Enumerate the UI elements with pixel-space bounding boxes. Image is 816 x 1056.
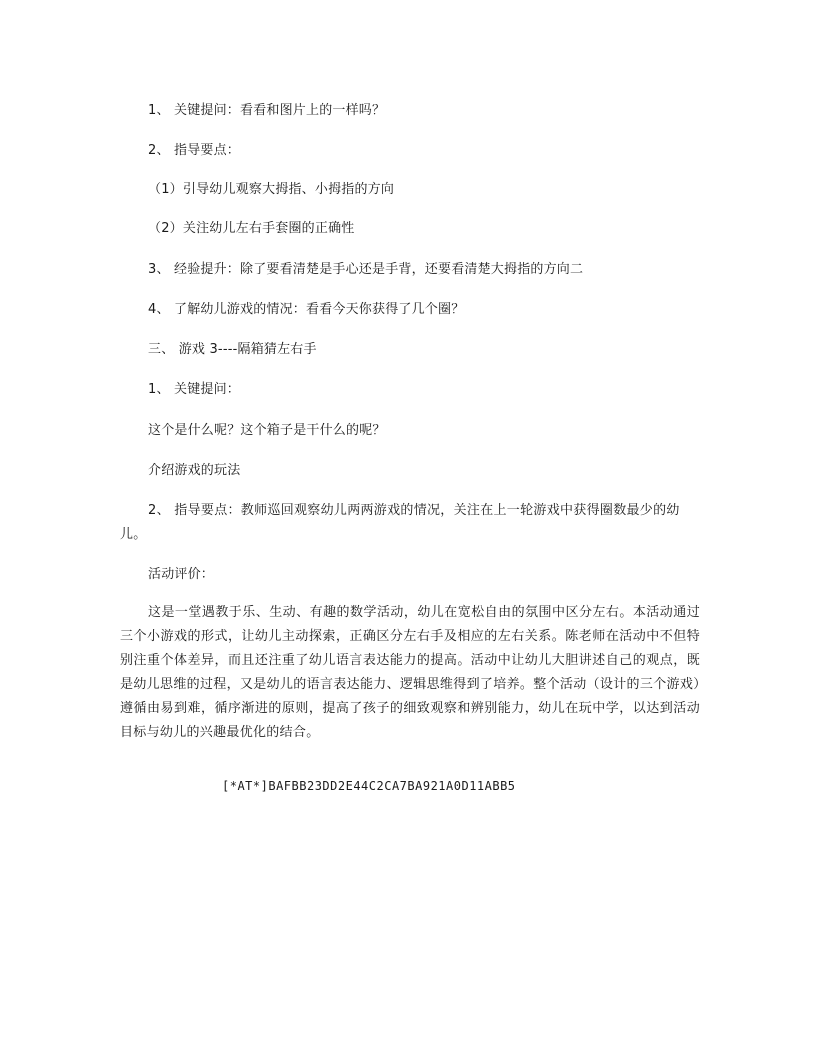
understand-game-situation: 4、 了解幼儿游戏的情况：看看今天你获得了几个圈？ xyxy=(148,302,465,317)
evaluation-paragraph: 这是一堂遇教于乐、生动、有趣的数学活动，幼儿在宽松自由的氛围中区分左右。本活动通过三个小游戏的形式，让幼儿主动探索，正确区分左右手及相应的左右关系。陈老师在活动中不但特别注重个体差异，而且还注重了幼儿语言表达能力的提高。活动中让幼儿大胆讲述自己的观点，既是幼儿思维的过程，又是幼儿的语言表达能力、逻辑思维得到了培养。整个活动（设计的三个游戏）遵循由易到难，循序渐进的原则，提高了孩子的细致观察和辨别能力，幼儿在玩中学，以达到活动目标与幼儿的兴趣最优化的结合。 xyxy=(120,605,700,740)
game-3-heading: 三、 游戏 3----隔箱猜左右手 xyxy=(148,342,317,357)
guidance-point-1: （1）引导幼儿观察大拇指、小拇指的方向 xyxy=(148,182,395,197)
guidance-point-2: （2）关注幼儿左右手套圈的正确性 xyxy=(148,221,355,236)
activity-evaluation-heading: 活动评价： xyxy=(148,567,215,582)
guidance-points-heading: 2、 指导要点： xyxy=(148,143,241,158)
document-code: [*AT*]BAFBB23DD2E44C2CA7BA921A0D11ABB5 xyxy=(222,779,516,793)
key-question-text: 这个是什么呢？这个箱子是干什么的呢？ xyxy=(148,423,386,438)
game-rules-intro: 介绍游戏的玩法 xyxy=(148,463,241,478)
experience-summary: 3、 经验提升：除了要看清楚是手心还是手背，还要看清楚大拇指的方向二 xyxy=(148,262,584,277)
key-question-1: 1、 关键提问：看看和图片上的一样吗？ xyxy=(148,103,386,118)
key-question-heading: 1、 关键提问： xyxy=(148,382,241,397)
guidance-points-paragraph: 2、 指导要点：教师巡回观察幼儿两两游戏的情况，关注在上一轮游戏中获得圈数最少的幼儿。 xyxy=(120,503,680,542)
